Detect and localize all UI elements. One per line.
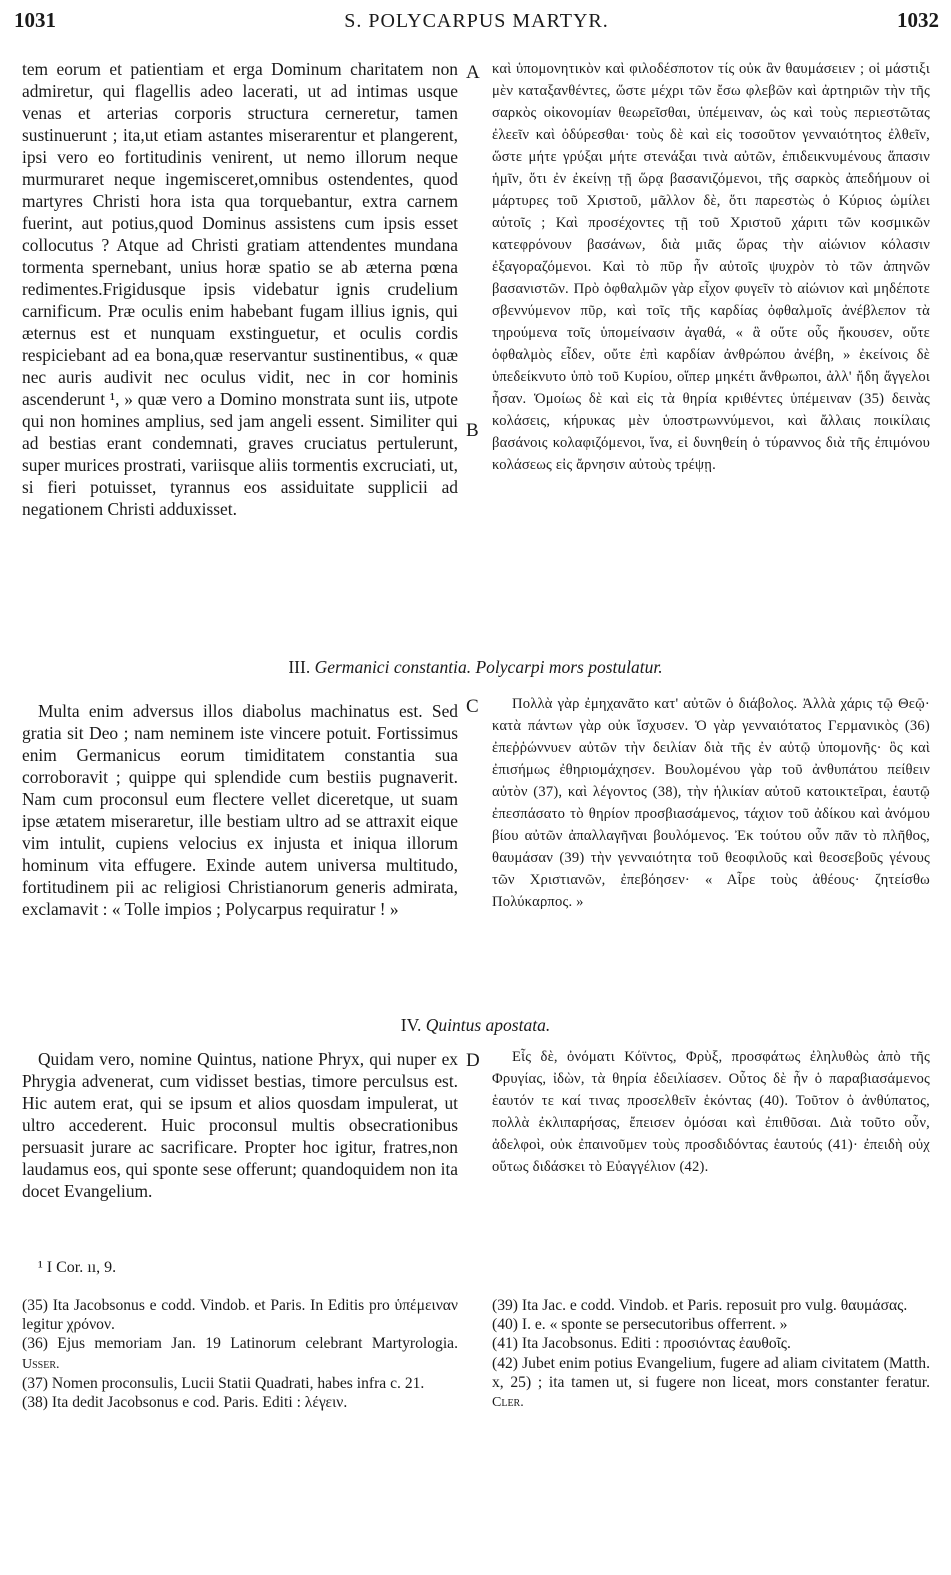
note-42	[492, 1354, 930, 1413]
greek-column-section-1	[492, 58, 930, 476]
heading-title: Germanici constantia. Polycarpi mors postulatur.	[314, 657, 663, 677]
heading-title: Quintus apostata.	[425, 1015, 551, 1035]
margin-marker-d: D	[466, 1050, 480, 1071]
greek-paragraph: Εἷς δὲ, ὀνόματι Κόϊντος, Φρὺξ, προσφάτως ἐληλυθὼς ἀπὸ τῆς Φρυγίας, ἰδὼν, τὰ θηρία ἐδειλίασεν. Οὗτος δὲ ἦν ὁ παραβιασάμενος ἑαυτόν τε καί τινας προσελθεῖν ἑκόντας (40). Τοῦτον ὁ ἀνθύπατος, πολλὰ ἐκλιπαρήσας, ἔπεισεν ὀμόσαι καὶ ἐπιθῦσαι. Διὰ τοῦτο οὖν, ἀδελφοὶ, οὐκ ἐπαινοῦμεν τοὺς προσδιδόντας ἑαυτούς (41)· ἐπειδὴ οὐχ οὕτως διδάσκει τὸ Εὐαγγέλιον (42).	[492, 1049, 930, 1175]
note-35: (35) Ita Jacobsonus e codd. Vindob. et Paris. In Editis pro ὑπέμειναν legitur χρόνον.	[22, 1297, 458, 1334]
note-42-text: (42) Jubet enim potius Evangelium, fugere ad aliam civitatem (Matth. x, 25) ; ita tamen ut, si fugere non liceat, mors constanter feratur.	[492, 1354, 930, 1391]
page-number-right: 1032	[897, 8, 939, 32]
margin-marker-c: C	[466, 696, 479, 717]
greek-column-section-4	[492, 1046, 930, 1178]
scripture-footnote: ¹ I Cor. ıı, 9.	[38, 1259, 117, 1276]
latin-column-section-3	[22, 700, 458, 920]
section-heading-3	[0, 656, 951, 678]
latin-paragraph: Quidam vero, nomine Quintus, natione Phryx, qui nuper ex Phrygia advenerat, cum vidisset bestias, timore perculsus est. Hic autem erat, qui se ipsum et alios quosdam impulerat, ut ultro accederent. Huic proconsul multis obsecrationibus persuasit jurare ac sacrificare. Propter hoc igitur, fratres,non laudamus eos, qui sponte sese offerunt; quandoquidem non ita docet Evangelium.	[22, 1049, 458, 1201]
latin-column-section-4	[22, 1048, 458, 1202]
note-36	[22, 1334, 458, 1373]
greek-column-section-3	[492, 693, 930, 913]
note-41: (41) Ita Jacobsonus. Editi : προσιόντας ἑαυθοῖς.	[492, 1335, 791, 1353]
note-38: (38) Ita dedit Jacobsonus e cod. Paris. Editi : λέγειν.	[22, 1394, 348, 1412]
latin-paragraph: Multa enim adversus illos diabolus machinatus est. Sed gratia sit Deo ; nam neminem iste vincere potuit. Fortissimus enim Germanicus eorum timiditatem constantia sua corroboravit ; quippe qui splendide cum bestiis pugnaverit. Nam cum proconsul eum flectere vellet diceretque, ut suam ipse ætatem miseraretur, ille bestiam ultro ad se attraxit eique vim intulit, cupiens velocius ex injusta et iniqua illorum hominum vita effugere. Exinde autem universa multitudo, fortitudinem pii ac religiosi Christianorum generis admirata, exclamavit : « Tolle impios ; Polycarpus requiratur ! »	[22, 701, 458, 919]
greek-paragraph: καὶ ὑπομονητικὸν καὶ φιλοδέσποτον τίς οὐκ ἂν θαυμάσειεν ; οἱ μάστιξι μὲν καταξανθέντες, ὥστε μέχρι τῶν ἔσω φλεβῶν καὶ ἀρτηριῶν τὴν τῆς σαρκὸς οἰκονομίαν θεωρεῖσθαι, ὑπέμειναν, ὡς καὶ τοὺς περιεστῶτας ἐλεεῖν καὶ ὀδύρεσθαι· τοὺς δὲ καὶ εἰς τοσοῦτον γενναιότητος ἐλθεῖν, ὥστε μήτε γρύξαι μήτε στενάξαι τινὰ αὐτῶν, ἐπιδεικνυμένους ἅπασιν ἡμῖν, ὅτι ἐν ἐκείνῃ τῇ ὥρᾳ βασανιζόμενοι, τῆς σαρκὸς ἀπεδήμουν οἱ μάρτυρες τοῦ Χριστοῦ, μᾶλλον δὲ, ὅτι παρεστὼς ὁ Κύριος ὡμίλει αὐτοῖς ; Καὶ προσέχοντες τῇ τοῦ Χριστοῦ χάριτι τῶν κοσμικῶν κατεφρόνουν βασάνων, διὰ μιᾶς ὥρας τὴν αἰώνιον κόλασιν ἐξαγοραζόμενοι. Καὶ τὸ πῦρ ἦν αὐτοῖς ψυχρὸν τὸ τῶν ἀπηνῶν βασανιστῶν. Πρὸ ὀφθαλμῶν γὰρ εἶχον φυγεῖν τὸ αἰώνιον καὶ μηδέποτε σβεννύμενον πῦρ, καὶ τοῖς τῆς καρδίας ὀφθαλμοῖς ἀνέβλεπον τὰ τηρούμενα τοῖς ὑπομείνασιν ἀγαθά, « ἃ οὔτε οὖς ἤκουσεν, οὔτε ὀφθαλμὸς εἶδεν, οὔτε ἐπὶ καρδίαν ἀνθρώπου ἀνέβη, » ἐκείνοις δὲ ὑπεδείκνυτο ὑπὸ τοῦ Κυρίου, οἵπερ μηκέτι ἄνθρωποι, ἀλλ' ἤδη ἄγγελοι ἦσαν. Ὁμοίως δὲ καὶ εἰς τὰ θηρία κριθέντες ὑπέμειναν (35) δεινὰς κολάσεις, κήρυκας μὲν ὑποστρωννύμενοι, καὶ ἄλλαις ποικίλαις βασάνοις κολαφιζόμενοι, ἵνα, εἰ δυνηθείη ὁ τύραννος διὰ τῆς ἐπιμόνου κολάσεως εἰς ἄρνησιν αὐτοὺς τρέψῃ.	[492, 61, 930, 473]
page-header	[14, 8, 939, 42]
note-36-text: (36) Ejus memoriam Jan. 19 Latinorum celebrant Martyrologia.	[22, 1335, 458, 1353]
margin-marker-a: A	[466, 62, 480, 83]
notes-right-column	[492, 1296, 930, 1412]
notes-left-column	[22, 1296, 458, 1412]
section-heading-4	[0, 1014, 951, 1036]
note-37: (37) Nomen proconsulis, Lucii Statii Quadrati, habes infra c. 21.	[22, 1374, 425, 1392]
note-40: (40) I. e. « sponte se persecutoribus offerrent. »	[492, 1316, 788, 1334]
page-number-left: 1031	[14, 8, 56, 32]
latin-column-section-1	[22, 58, 458, 520]
heading-numeral: IV.	[400, 1015, 422, 1035]
margin-marker-b: B	[466, 420, 479, 441]
running-title: S. POLYCARPUS MARTYR.	[344, 10, 609, 32]
note-39: (39) Ita Jac. e codd. Vindob. et Paris. reposuit pro vulg. θαυμάσας.	[492, 1297, 908, 1314]
note-42-signature: Cler.	[492, 1395, 524, 1411]
latin-paragraph: tem eorum et patientiam et erga Dominum charitatem non admiretur, qui flagellis adeo lacerati, ut ad intimas usque venas et arterias corporis structura cerneretur, tamen sustinuerunt ; ita,ut etiam astantes miserarentur et plangerent, ipsi vero eo fortitudinis venirent, ut nemo illorum neque murmuraret neque ingemisceret,omnibus ostendentes, quod martyres Christi hora ista qua torquebantur, extra carnem fuerint, aut potius,quod Dominus assistens cum ipsis esset collocutus ? Atque ad Christi gratiam attendentes mundana tormenta spernebant, unius horæ spatio se ab æterna pœna redimentes.Frigidusque ipsis videbatur ignis crudelium carnificum. Præ oculis enim habebant fugam illius ignis, qui æternus est et nunquam exstinguetur, et oculis cordis respiciebant ad ea bona,quæ reservantur sustinentibus, « quæ nec auris audivit nec oculus vidit, nec in cor hominis ascenderunt ¹, » quæ vero a Domino monstrata sunt iis, utpote qui non homines amplius, sed jam angeli essent. Similiter qui ad bestias erant condemnati, graves cruciatus pertulerunt, super murices prostrati, variisque aliis tormentis excruciati, ut, si fieri potuisset, tyrannus eos assiduitate supplicii ad negationem Christi adduxisset.	[22, 59, 458, 519]
heading-numeral: III.	[288, 657, 311, 677]
note-36-signature: Usser.	[22, 1356, 60, 1372]
greek-paragraph: Πολλὰ γὰρ ἐμηχανᾶτο κατ' αὐτῶν ὁ διάβολος. Ἀλλὰ χάρις τῷ Θεῷ· κατὰ πάντων γὰρ οὐκ ἴσχυσεν. Ὁ γὰρ γενναιότατος Γερμανικὸς (36) ἐπεῤῥώννυεν αὐτῶν τὴν δειλίαν διὰ τῆς ἐν αὐτῷ ὑπομονῆς· ὃς καὶ ἐπισήμως ἐθηριομάχησεν. Βουλομένου γὰρ τοῦ ἀνθυπάτου πείθειν αὐτὸν (37), καὶ λέγοντος (38), τὴν ἡλικίαν αὐτοῦ κατοικτεῖραι, ἑαυτῷ ἐπεσπάσατο τὸ θηρίον προσβιασάμενος, τάχιον τοῦ ἀδίκου καὶ ἀνόμου βίου αὐτῶν ἀπαλλαγῆναι βουλόμενος. Ἐκ τούτου οὖν πᾶν τὸ πλῆθος, θαυμάσαν (39) τὴν γενναιότητα τοῦ θεοφιλοῦς καὶ θεοσεβοῦς γένους τῶν Χριστιανῶν, ἐπεβόησεν· « Αἶρε τοὺς ἀθέους· ζητείσθω Πολύκαρπος. »	[492, 696, 930, 910]
